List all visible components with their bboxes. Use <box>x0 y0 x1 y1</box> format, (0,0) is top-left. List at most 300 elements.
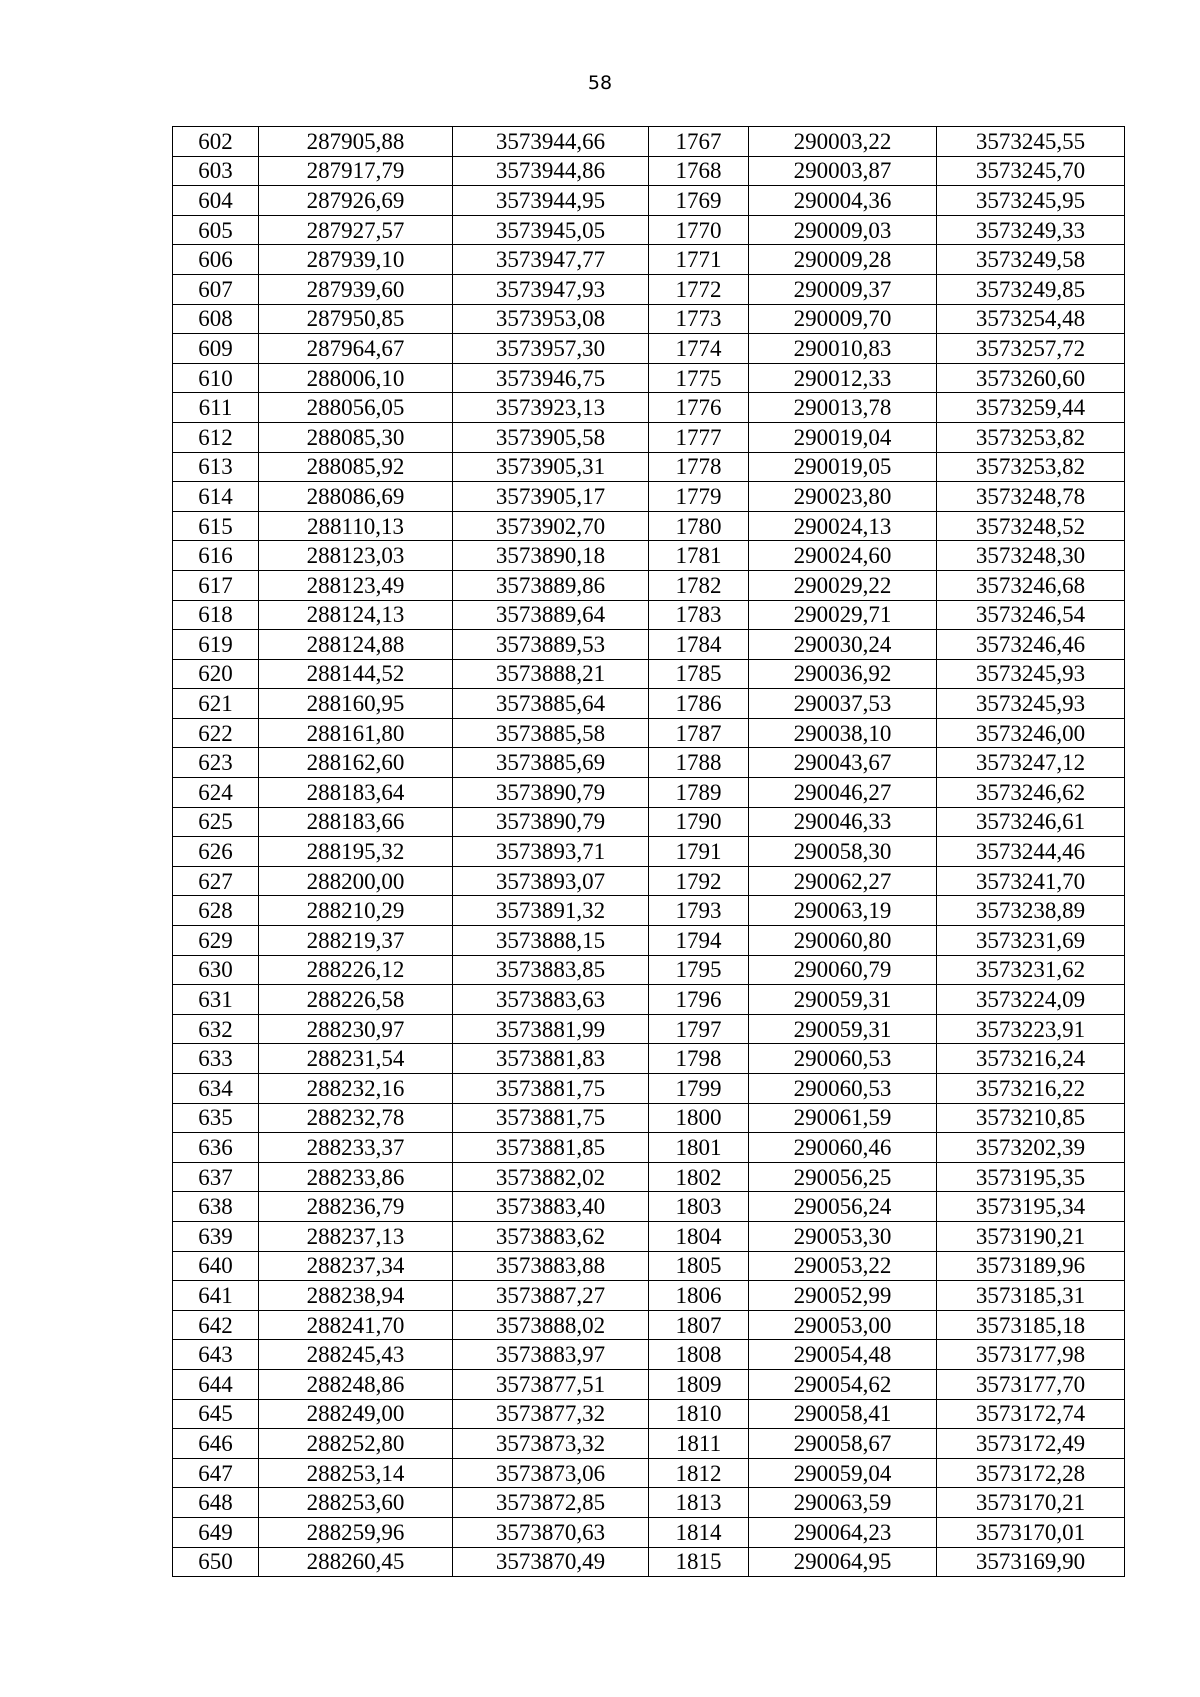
x-coordinate-cell: 290063,59 <box>749 1488 937 1518</box>
y-coordinate-cell: 3573882,02 <box>453 1162 649 1192</box>
x-coordinate-cell: 290043,67 <box>749 748 937 778</box>
table-row <box>173 452 1125 482</box>
point-number-cell: 611 <box>173 393 259 423</box>
table-row <box>173 748 1125 778</box>
y-coordinate-cell: 3573216,24 <box>937 1044 1125 1074</box>
point-number-cell: 1804 <box>649 1221 749 1251</box>
x-coordinate-cell: 288056,05 <box>259 393 453 423</box>
y-coordinate-cell: 3573231,62 <box>937 955 1125 985</box>
table-row <box>173 1133 1125 1163</box>
y-coordinate-cell: 3573957,30 <box>453 334 649 364</box>
point-number-cell: 1783 <box>649 600 749 630</box>
table-row <box>173 1281 1125 1311</box>
table-row <box>173 127 1125 157</box>
y-coordinate-cell: 3573245,93 <box>937 659 1125 689</box>
y-coordinate-cell: 3573890,79 <box>453 778 649 808</box>
y-coordinate-cell: 3573873,32 <box>453 1429 649 1459</box>
x-coordinate-cell: 287939,10 <box>259 245 453 275</box>
table-row <box>173 1429 1125 1459</box>
x-coordinate-cell: 290053,22 <box>749 1251 937 1281</box>
point-number-cell: 624 <box>173 778 259 808</box>
x-coordinate-cell: 290009,70 <box>749 304 937 334</box>
x-coordinate-cell: 287905,88 <box>259 127 453 157</box>
page-number: 58 <box>587 72 613 94</box>
x-coordinate-cell: 290029,22 <box>749 570 937 600</box>
point-number-cell: 609 <box>173 334 259 364</box>
x-coordinate-cell: 288086,69 <box>259 482 453 512</box>
y-coordinate-cell: 3573905,17 <box>453 482 649 512</box>
point-number-cell: 634 <box>173 1074 259 1104</box>
point-number-cell: 1767 <box>649 127 749 157</box>
x-coordinate-cell: 288249,00 <box>259 1399 453 1429</box>
y-coordinate-cell: 3573923,13 <box>453 393 649 423</box>
point-number-cell: 1800 <box>649 1103 749 1133</box>
x-coordinate-cell: 290030,24 <box>749 630 937 660</box>
y-coordinate-cell: 3573190,21 <box>937 1221 1125 1251</box>
point-number-cell: 632 <box>173 1014 259 1044</box>
y-coordinate-cell: 3573246,68 <box>937 570 1125 600</box>
point-number-cell: 612 <box>173 422 259 452</box>
y-coordinate-cell: 3573248,52 <box>937 511 1125 541</box>
point-number-cell: 1786 <box>649 689 749 719</box>
y-coordinate-cell: 3573883,85 <box>453 955 649 985</box>
y-coordinate-cell: 3573245,95 <box>937 186 1125 216</box>
table-row <box>173 866 1125 896</box>
x-coordinate-cell: 287926,69 <box>259 186 453 216</box>
point-number-cell: 1785 <box>649 659 749 689</box>
y-coordinate-cell: 3573238,89 <box>937 896 1125 926</box>
y-coordinate-cell: 3573883,40 <box>453 1192 649 1222</box>
point-number-cell: 1778 <box>649 452 749 482</box>
point-number-cell: 1795 <box>649 955 749 985</box>
point-number-cell: 605 <box>173 215 259 245</box>
point-number-cell: 631 <box>173 985 259 1015</box>
x-coordinate-cell: 288253,60 <box>259 1488 453 1518</box>
y-coordinate-cell: 3573249,58 <box>937 245 1125 275</box>
point-number-cell: 1799 <box>649 1074 749 1104</box>
y-coordinate-cell: 3573195,35 <box>937 1162 1125 1192</box>
point-number-cell: 645 <box>173 1399 259 1429</box>
point-number-cell: 643 <box>173 1340 259 1370</box>
point-number-cell: 1796 <box>649 985 749 1015</box>
table-row <box>173 1251 1125 1281</box>
y-coordinate-cell: 3573259,44 <box>937 393 1125 423</box>
x-coordinate-cell: 290064,95 <box>749 1547 937 1577</box>
y-coordinate-cell: 3573248,30 <box>937 541 1125 571</box>
point-number-cell: 638 <box>173 1192 259 1222</box>
point-number-cell: 1774 <box>649 334 749 364</box>
y-coordinate-cell: 3573189,96 <box>937 1251 1125 1281</box>
y-coordinate-cell: 3573883,88 <box>453 1251 649 1281</box>
y-coordinate-cell: 3573945,05 <box>453 215 649 245</box>
x-coordinate-cell: 288144,52 <box>259 659 453 689</box>
point-number-cell: 1789 <box>649 778 749 808</box>
x-coordinate-cell: 290024,60 <box>749 541 937 571</box>
table-row <box>173 659 1125 689</box>
table-row <box>173 393 1125 423</box>
y-coordinate-cell: 3573893,71 <box>453 837 649 867</box>
point-number-cell: 1814 <box>649 1517 749 1547</box>
y-coordinate-cell: 3573195,34 <box>937 1192 1125 1222</box>
point-number-cell: 1770 <box>649 215 749 245</box>
point-number-cell: 610 <box>173 363 259 393</box>
point-number-cell: 1768 <box>649 156 749 186</box>
x-coordinate-cell: 290063,19 <box>749 896 937 926</box>
point-number-cell: 617 <box>173 570 259 600</box>
point-number-cell: 1811 <box>649 1429 749 1459</box>
table-row <box>173 955 1125 985</box>
point-number-cell: 1815 <box>649 1547 749 1577</box>
x-coordinate-cell: 290010,83 <box>749 334 937 364</box>
point-number-cell: 613 <box>173 452 259 482</box>
point-number-cell: 647 <box>173 1458 259 1488</box>
y-coordinate-cell: 3573881,83 <box>453 1044 649 1074</box>
y-coordinate-cell: 3573244,46 <box>937 837 1125 867</box>
y-coordinate-cell: 3573881,85 <box>453 1133 649 1163</box>
x-coordinate-cell: 288237,13 <box>259 1221 453 1251</box>
table-row <box>173 1044 1125 1074</box>
y-coordinate-cell: 3573877,32 <box>453 1399 649 1429</box>
y-coordinate-cell: 3573870,63 <box>453 1517 649 1547</box>
y-coordinate-cell: 3573885,69 <box>453 748 649 778</box>
x-coordinate-cell: 290023,80 <box>749 482 937 512</box>
point-number-cell: 1782 <box>649 570 749 600</box>
y-coordinate-cell: 3573170,21 <box>937 1488 1125 1518</box>
table-row <box>173 985 1125 1015</box>
table-row <box>173 630 1125 660</box>
table-row <box>173 1547 1125 1577</box>
y-coordinate-cell: 3573202,39 <box>937 1133 1125 1163</box>
y-coordinate-cell: 3573170,01 <box>937 1517 1125 1547</box>
y-coordinate-cell: 3573246,00 <box>937 718 1125 748</box>
point-number-cell: 1776 <box>649 393 749 423</box>
x-coordinate-cell: 288252,80 <box>259 1429 453 1459</box>
x-coordinate-cell: 290046,27 <box>749 778 937 808</box>
coordinates-table-body <box>173 127 1125 1577</box>
point-number-cell: 1794 <box>649 926 749 956</box>
point-number-cell: 1808 <box>649 1340 749 1370</box>
x-coordinate-cell: 290059,31 <box>749 985 937 1015</box>
point-number-cell: 646 <box>173 1429 259 1459</box>
y-coordinate-cell: 3573246,61 <box>937 807 1125 837</box>
table-row <box>173 1517 1125 1547</box>
table-row <box>173 482 1125 512</box>
x-coordinate-cell: 290059,31 <box>749 1014 937 1044</box>
table-row <box>173 570 1125 600</box>
table-row <box>173 186 1125 216</box>
point-number-cell: 622 <box>173 718 259 748</box>
table-row <box>173 837 1125 867</box>
point-number-cell: 1788 <box>649 748 749 778</box>
x-coordinate-cell: 288124,13 <box>259 600 453 630</box>
y-coordinate-cell: 3573246,62 <box>937 778 1125 808</box>
y-coordinate-cell: 3573944,66 <box>453 127 649 157</box>
y-coordinate-cell: 3573870,49 <box>453 1547 649 1577</box>
x-coordinate-cell: 288238,94 <box>259 1281 453 1311</box>
y-coordinate-cell: 3573887,27 <box>453 1281 649 1311</box>
x-coordinate-cell: 290058,67 <box>749 1429 937 1459</box>
x-coordinate-cell: 290012,33 <box>749 363 937 393</box>
x-coordinate-cell: 288183,64 <box>259 778 453 808</box>
point-number-cell: 630 <box>173 955 259 985</box>
x-coordinate-cell: 288160,95 <box>259 689 453 719</box>
table-row <box>173 1458 1125 1488</box>
point-number-cell: 1812 <box>649 1458 749 1488</box>
table-row <box>173 363 1125 393</box>
y-coordinate-cell: 3573253,82 <box>937 422 1125 452</box>
point-number-cell: 1773 <box>649 304 749 334</box>
table-row <box>173 1162 1125 1192</box>
point-number-cell: 1791 <box>649 837 749 867</box>
point-number-cell: 648 <box>173 1488 259 1518</box>
table-row <box>173 1221 1125 1251</box>
y-coordinate-cell: 3573881,99 <box>453 1014 649 1044</box>
table-row <box>173 245 1125 275</box>
x-coordinate-cell: 288210,29 <box>259 896 453 926</box>
table-row <box>173 1340 1125 1370</box>
y-coordinate-cell: 3573249,85 <box>937 274 1125 304</box>
y-coordinate-cell: 3573890,18 <box>453 541 649 571</box>
table-row <box>173 304 1125 334</box>
y-coordinate-cell: 3573247,12 <box>937 748 1125 778</box>
y-coordinate-cell: 3573177,98 <box>937 1340 1125 1370</box>
point-number-cell: 603 <box>173 156 259 186</box>
point-number-cell: 1781 <box>649 541 749 571</box>
point-number-cell: 1779 <box>649 482 749 512</box>
y-coordinate-cell: 3573944,95 <box>453 186 649 216</box>
y-coordinate-cell: 3573888,21 <box>453 659 649 689</box>
table-row <box>173 896 1125 926</box>
point-number-cell: 1803 <box>649 1192 749 1222</box>
y-coordinate-cell: 3573947,77 <box>453 245 649 275</box>
x-coordinate-cell: 288245,43 <box>259 1340 453 1370</box>
table-row <box>173 778 1125 808</box>
x-coordinate-cell: 288253,14 <box>259 1458 453 1488</box>
x-coordinate-cell: 290064,23 <box>749 1517 937 1547</box>
point-number-cell: 1805 <box>649 1251 749 1281</box>
point-number-cell: 637 <box>173 1162 259 1192</box>
x-coordinate-cell: 288162,60 <box>259 748 453 778</box>
y-coordinate-cell: 3573245,70 <box>937 156 1125 186</box>
x-coordinate-cell: 288226,58 <box>259 985 453 1015</box>
point-number-cell: 623 <box>173 748 259 778</box>
table-row <box>173 600 1125 630</box>
y-coordinate-cell: 3573260,60 <box>937 363 1125 393</box>
x-coordinate-cell: 290060,79 <box>749 955 937 985</box>
x-coordinate-cell: 288232,78 <box>259 1103 453 1133</box>
point-number-cell: 606 <box>173 245 259 275</box>
point-number-cell: 604 <box>173 186 259 216</box>
point-number-cell: 607 <box>173 274 259 304</box>
x-coordinate-cell: 290061,59 <box>749 1103 937 1133</box>
x-coordinate-cell: 290058,30 <box>749 837 937 867</box>
y-coordinate-cell: 3573890,79 <box>453 807 649 837</box>
table-row <box>173 1074 1125 1104</box>
table-row <box>173 422 1125 452</box>
point-number-cell: 1787 <box>649 718 749 748</box>
x-coordinate-cell: 290059,04 <box>749 1458 937 1488</box>
x-coordinate-cell: 287917,79 <box>259 156 453 186</box>
x-coordinate-cell: 287927,57 <box>259 215 453 245</box>
point-number-cell: 614 <box>173 482 259 512</box>
y-coordinate-cell: 3573883,62 <box>453 1221 649 1251</box>
x-coordinate-cell: 288161,80 <box>259 718 453 748</box>
x-coordinate-cell: 290056,24 <box>749 1192 937 1222</box>
point-number-cell: 1801 <box>649 1133 749 1163</box>
x-coordinate-cell: 290060,80 <box>749 926 937 956</box>
x-coordinate-cell: 288226,12 <box>259 955 453 985</box>
table-row <box>173 334 1125 364</box>
x-coordinate-cell: 290029,71 <box>749 600 937 630</box>
point-number-cell: 1784 <box>649 630 749 660</box>
y-coordinate-cell: 3573172,74 <box>937 1399 1125 1429</box>
point-number-cell: 1797 <box>649 1014 749 1044</box>
x-coordinate-cell: 290003,22 <box>749 127 937 157</box>
point-number-cell: 619 <box>173 630 259 660</box>
x-coordinate-cell: 288260,45 <box>259 1547 453 1577</box>
x-coordinate-cell: 290060,53 <box>749 1044 937 1074</box>
x-coordinate-cell: 290060,53 <box>749 1074 937 1104</box>
x-coordinate-cell: 290056,25 <box>749 1162 937 1192</box>
point-number-cell: 1798 <box>649 1044 749 1074</box>
point-number-cell: 639 <box>173 1221 259 1251</box>
point-number-cell: 1806 <box>649 1281 749 1311</box>
x-coordinate-cell: 290062,27 <box>749 866 937 896</box>
point-number-cell: 1777 <box>649 422 749 452</box>
table-row <box>173 215 1125 245</box>
point-number-cell: 608 <box>173 304 259 334</box>
y-coordinate-cell: 3573231,69 <box>937 926 1125 956</box>
table-row <box>173 807 1125 837</box>
x-coordinate-cell: 288219,37 <box>259 926 453 956</box>
point-number-cell: 642 <box>173 1310 259 1340</box>
y-coordinate-cell: 3573169,90 <box>937 1547 1125 1577</box>
x-coordinate-cell: 288241,70 <box>259 1310 453 1340</box>
x-coordinate-cell: 290054,62 <box>749 1369 937 1399</box>
x-coordinate-cell: 290053,00 <box>749 1310 937 1340</box>
y-coordinate-cell: 3573872,85 <box>453 1488 649 1518</box>
point-number-cell: 1780 <box>649 511 749 541</box>
y-coordinate-cell: 3573888,15 <box>453 926 649 956</box>
point-number-cell: 1802 <box>649 1162 749 1192</box>
table-row <box>173 1310 1125 1340</box>
point-number-cell: 650 <box>173 1547 259 1577</box>
point-number-cell: 616 <box>173 541 259 571</box>
x-coordinate-cell: 288230,97 <box>259 1014 453 1044</box>
table-row <box>173 541 1125 571</box>
y-coordinate-cell: 3573246,54 <box>937 600 1125 630</box>
x-coordinate-cell: 290060,46 <box>749 1133 937 1163</box>
point-number-cell: 644 <box>173 1369 259 1399</box>
y-coordinate-cell: 3573944,86 <box>453 156 649 186</box>
x-coordinate-cell: 287950,85 <box>259 304 453 334</box>
table-row <box>173 718 1125 748</box>
table-row <box>173 511 1125 541</box>
x-coordinate-cell: 288236,79 <box>259 1192 453 1222</box>
point-number-cell: 1775 <box>649 363 749 393</box>
table-row <box>173 1192 1125 1222</box>
point-number-cell: 625 <box>173 807 259 837</box>
point-number-cell: 621 <box>173 689 259 719</box>
y-coordinate-cell: 3573953,08 <box>453 304 649 334</box>
point-number-cell: 627 <box>173 866 259 896</box>
point-number-cell: 649 <box>173 1517 259 1547</box>
y-coordinate-cell: 3573873,06 <box>453 1458 649 1488</box>
x-coordinate-cell: 288259,96 <box>259 1517 453 1547</box>
y-coordinate-cell: 3573253,82 <box>937 452 1125 482</box>
x-coordinate-cell: 290003,87 <box>749 156 937 186</box>
y-coordinate-cell: 3573246,46 <box>937 630 1125 660</box>
y-coordinate-cell: 3573947,93 <box>453 274 649 304</box>
x-coordinate-cell: 288123,03 <box>259 541 453 571</box>
x-coordinate-cell: 288200,00 <box>259 866 453 896</box>
y-coordinate-cell: 3573172,28 <box>937 1458 1125 1488</box>
x-coordinate-cell: 290019,05 <box>749 452 937 482</box>
y-coordinate-cell: 3573210,85 <box>937 1103 1125 1133</box>
point-number-cell: 1790 <box>649 807 749 837</box>
table-row <box>173 1369 1125 1399</box>
table-row <box>173 1488 1125 1518</box>
point-number-cell: 1792 <box>649 866 749 896</box>
y-coordinate-cell: 3573223,91 <box>937 1014 1125 1044</box>
x-coordinate-cell: 290009,03 <box>749 215 937 245</box>
point-number-cell: 615 <box>173 511 259 541</box>
x-coordinate-cell: 290013,78 <box>749 393 937 423</box>
y-coordinate-cell: 3573185,18 <box>937 1310 1125 1340</box>
y-coordinate-cell: 3573172,49 <box>937 1429 1125 1459</box>
y-coordinate-cell: 3573254,48 <box>937 304 1125 334</box>
point-number-cell: 626 <box>173 837 259 867</box>
x-coordinate-cell: 290058,41 <box>749 1399 937 1429</box>
x-coordinate-cell: 288085,92 <box>259 452 453 482</box>
x-coordinate-cell: 287964,67 <box>259 334 453 364</box>
point-number-cell: 1807 <box>649 1310 749 1340</box>
point-number-cell: 1771 <box>649 245 749 275</box>
y-coordinate-cell: 3573888,02 <box>453 1310 649 1340</box>
table-row <box>173 274 1125 304</box>
point-number-cell: 1769 <box>649 186 749 216</box>
x-coordinate-cell: 290037,53 <box>749 689 937 719</box>
x-coordinate-cell: 290019,04 <box>749 422 937 452</box>
x-coordinate-cell: 288195,32 <box>259 837 453 867</box>
table-row <box>173 926 1125 956</box>
x-coordinate-cell: 290036,92 <box>749 659 937 689</box>
y-coordinate-cell: 3573249,33 <box>937 215 1125 245</box>
x-coordinate-cell: 290038,10 <box>749 718 937 748</box>
y-coordinate-cell: 3573891,32 <box>453 896 649 926</box>
y-coordinate-cell: 3573224,09 <box>937 985 1125 1015</box>
y-coordinate-cell: 3573248,78 <box>937 482 1125 512</box>
point-number-cell: 628 <box>173 896 259 926</box>
x-coordinate-cell: 288006,10 <box>259 363 453 393</box>
y-coordinate-cell: 3573889,64 <box>453 600 649 630</box>
x-coordinate-cell: 290054,48 <box>749 1340 937 1370</box>
point-number-cell: 636 <box>173 1133 259 1163</box>
y-coordinate-cell: 3573185,31 <box>937 1281 1125 1311</box>
y-coordinate-cell: 3573889,86 <box>453 570 649 600</box>
x-coordinate-cell: 288237,34 <box>259 1251 453 1281</box>
x-coordinate-cell: 288124,88 <box>259 630 453 660</box>
x-coordinate-cell: 290004,36 <box>749 186 937 216</box>
x-coordinate-cell: 288233,37 <box>259 1133 453 1163</box>
x-coordinate-cell: 288233,86 <box>259 1162 453 1192</box>
y-coordinate-cell: 3573893,07 <box>453 866 649 896</box>
x-coordinate-cell: 288085,30 <box>259 422 453 452</box>
x-coordinate-cell: 288232,16 <box>259 1074 453 1104</box>
y-coordinate-cell: 3573877,51 <box>453 1369 649 1399</box>
point-number-cell: 641 <box>173 1281 259 1311</box>
point-number-cell: 618 <box>173 600 259 630</box>
